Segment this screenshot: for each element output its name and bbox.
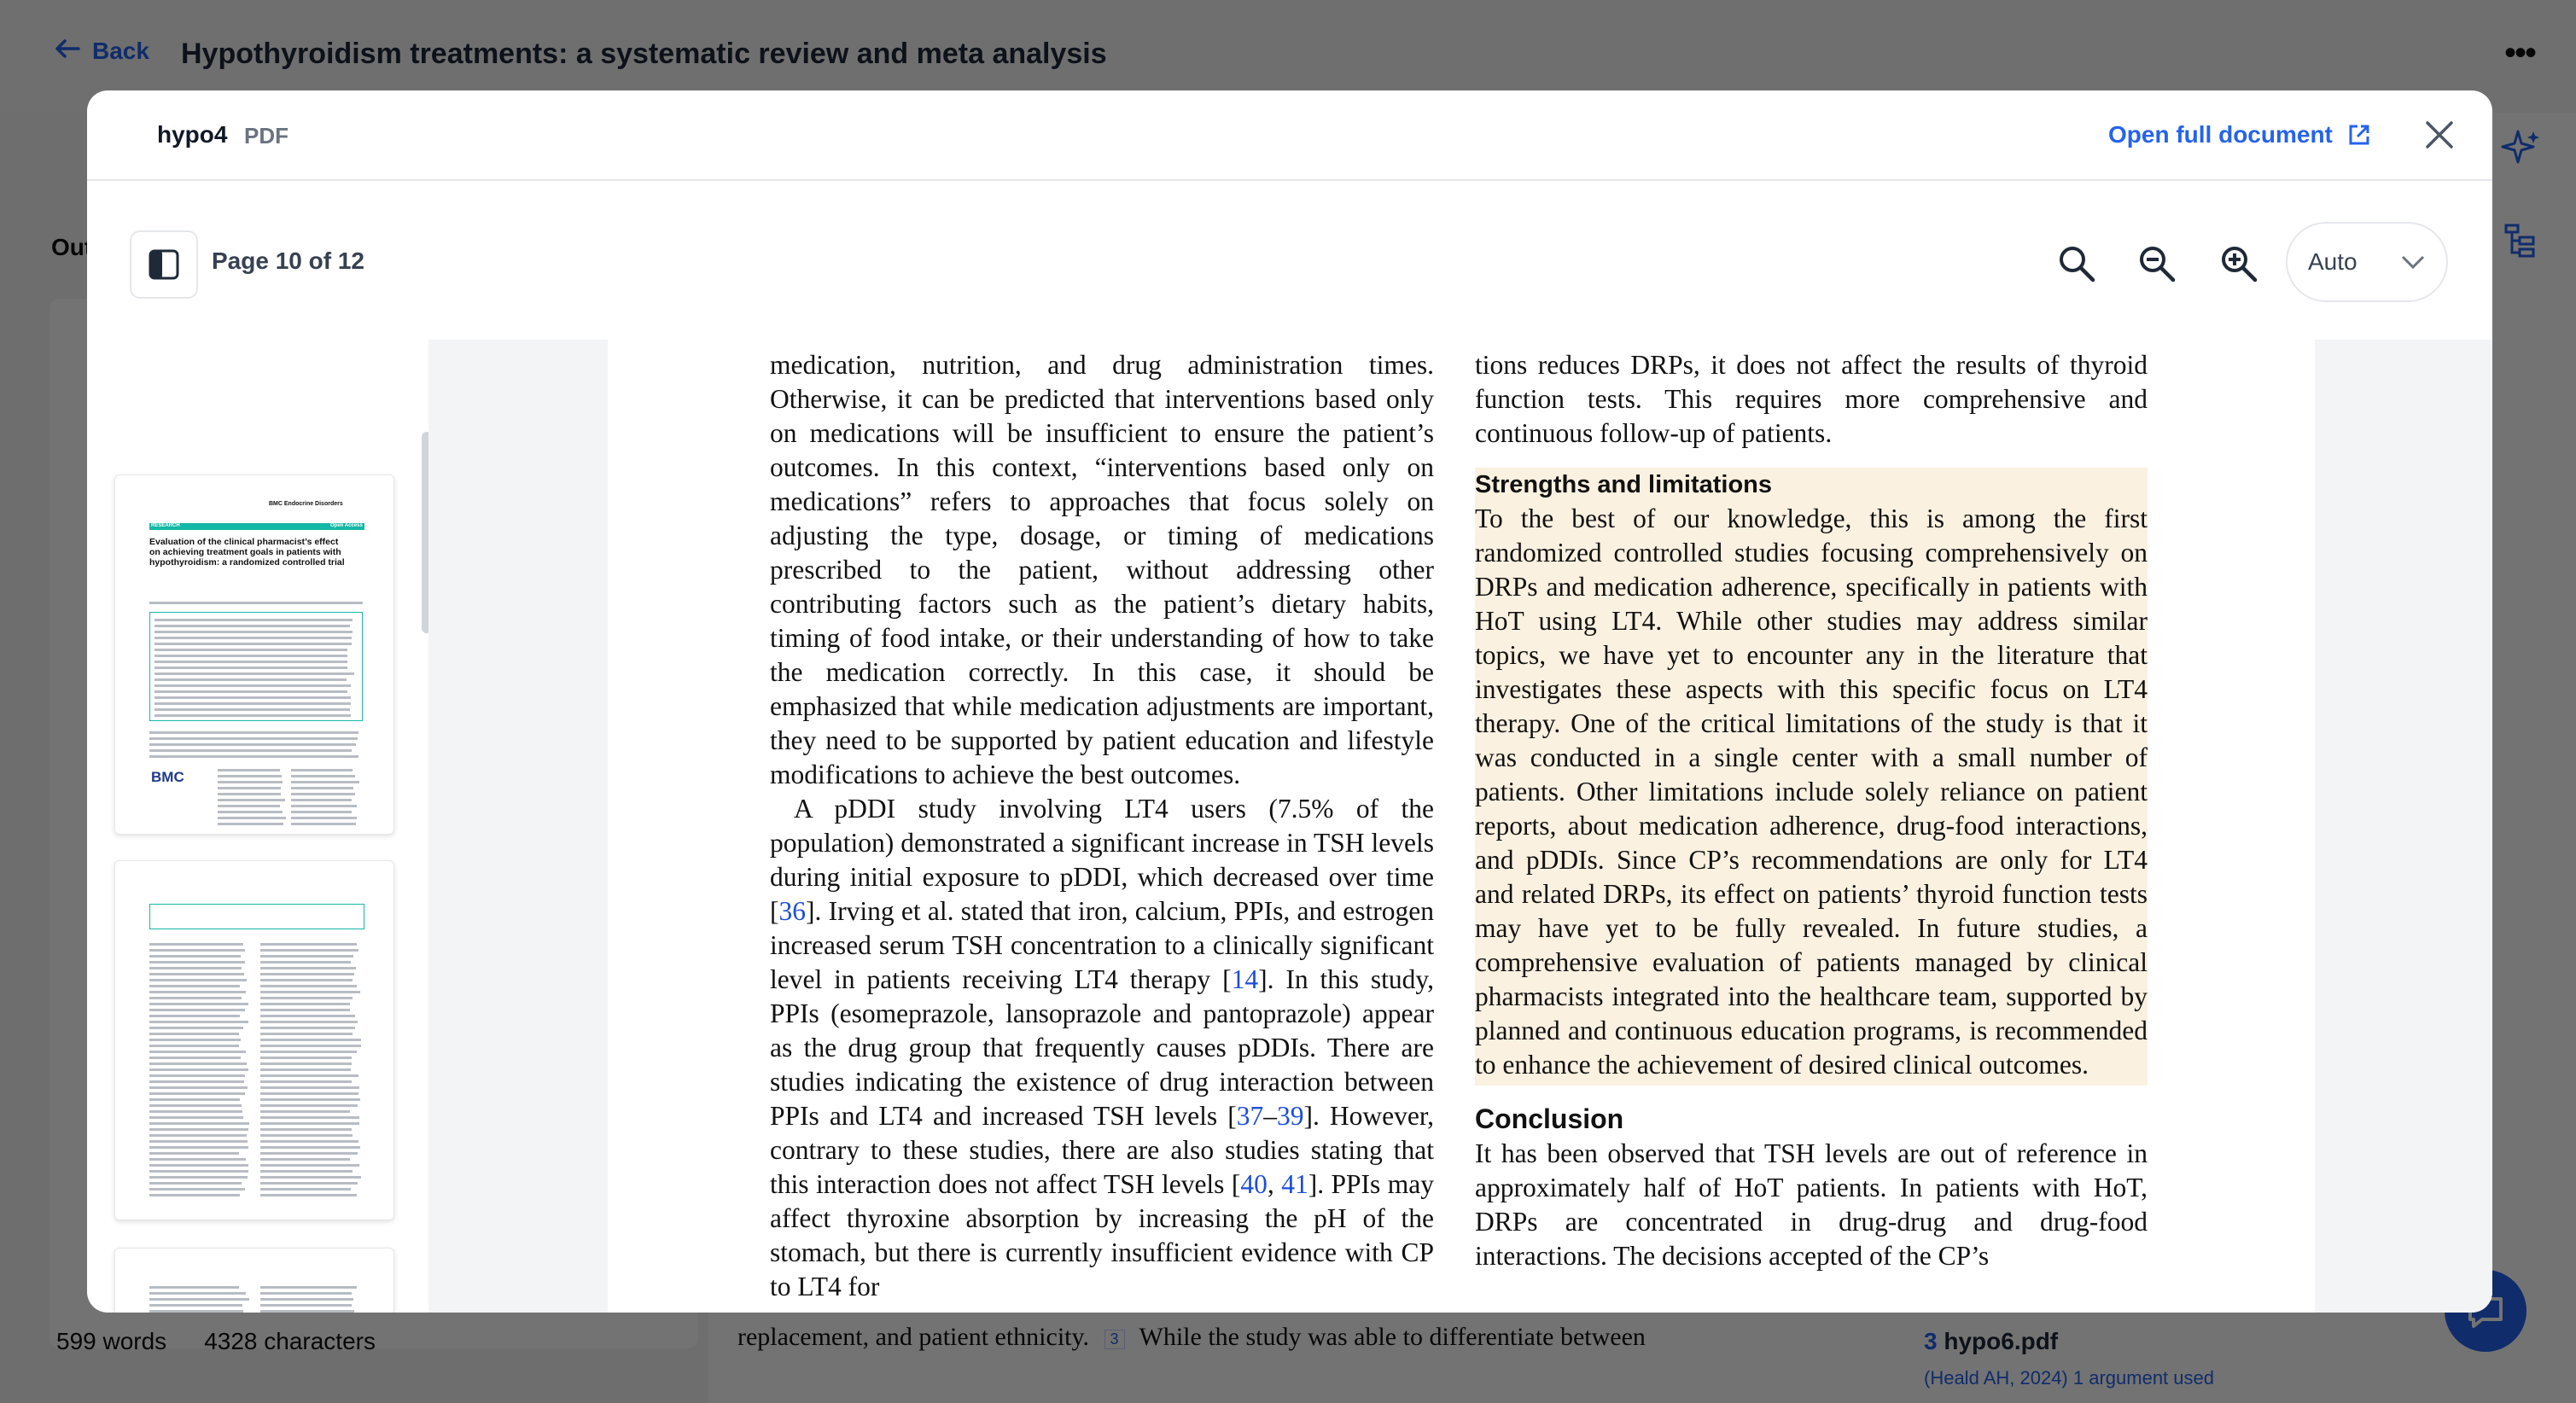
thumb-text-line	[291, 811, 352, 813]
pdf-paragraph: It has been observed that TSH levels are out of reference in approximately half of HoT patients. In patients with HoT, DRPs are concentrated in drug-drug and drug-food interactions. The decisions accepted of the CP’s	[1475, 1138, 2148, 1271]
pdf-viewer	[428, 340, 2492, 1313]
section-heading: Strengths and limitations	[1475, 471, 1773, 498]
thumb-text-line	[260, 1068, 351, 1071]
reference-link[interactable]: 40	[1240, 1169, 1268, 1199]
thumb-text-line	[260, 1152, 358, 1155]
thumb-text-line	[218, 799, 285, 801]
thumb-text-line	[149, 979, 247, 981]
thumb-text-line	[260, 1098, 360, 1101]
reference-link[interactable]: 14	[1231, 964, 1259, 994]
thumb-text-line	[260, 1086, 359, 1089]
thumb-text-line	[149, 1057, 241, 1059]
thumb-text-line	[149, 973, 244, 975]
page-thumbnail-1[interactable]	[114, 474, 394, 835]
thumb-text-line	[149, 743, 356, 746]
thumb-bmc-logo: BMC	[151, 769, 184, 785]
thumb-text-line	[291, 787, 353, 789]
thumb-text-line	[260, 1057, 352, 1059]
thumb-text-line	[260, 1176, 361, 1179]
thumb-text-line	[149, 1080, 244, 1083]
thumb-text-line	[260, 1158, 350, 1161]
thumb-text-line	[154, 619, 353, 621]
thumb-text-line	[154, 702, 351, 705]
thumb-text-line	[149, 949, 245, 952]
highlighted-section	[1475, 468, 2148, 1086]
thumb-text-line	[149, 985, 240, 987]
thumb-text-line	[260, 1051, 357, 1053]
pdf-text: ]. However, contrary to these studies, there are also studies stating that this interaction does not affect TSH levels [	[770, 1101, 1434, 1199]
pdf-page	[608, 340, 2315, 1313]
thumb-text-line	[149, 1134, 247, 1137]
pdf-text: –	[1263, 1101, 1277, 1131]
thumb-text-line	[260, 1074, 358, 1077]
thumb-text-line	[149, 967, 242, 969]
zoom-select[interactable]	[2286, 222, 2448, 302]
reference-link[interactable]: 36	[778, 896, 806, 926]
thumb-text-line	[260, 1021, 358, 1023]
pdf-text: ]. PPIs may affect thyroxine absorption by increasing the pH of the stomach, but there is currently insufficient evidence with CP to LT4 for	[770, 1169, 1434, 1301]
thumb-text-line	[291, 781, 359, 783]
thumb-text-line	[149, 997, 242, 999]
thumb-text-line	[260, 1092, 358, 1095]
thumb-text-line	[149, 1074, 245, 1077]
chevron-down-icon	[2400, 254, 2426, 270]
thumb-text-line	[149, 1092, 245, 1095]
thumb-text-line	[154, 672, 354, 675]
thumb-text-line	[260, 949, 358, 952]
thumb-text-line	[260, 1134, 353, 1137]
thumb-text-line	[154, 631, 353, 633]
sidebar-toggle-button[interactable]	[130, 230, 198, 299]
thumb-text-line	[149, 943, 243, 946]
thumb-text-line	[260, 1164, 359, 1167]
thumb-text-line	[149, 1158, 246, 1161]
thumb-text-line	[149, 1146, 248, 1149]
thumb-text-line	[149, 1033, 239, 1035]
thumb-text-line	[260, 1015, 355, 1017]
thumb-text-line	[291, 799, 352, 801]
thumb-text-line	[149, 1027, 243, 1029]
pdf-paragraph: medication, nutrition, and drug administration times. Otherwise, it can be predicted that interventions based only on medications will be insufficient to ensure the patient’s outcomes. In this context, “interventions based only on medications” refers to approaches that focus solely on adjusting the type, dosage, or timing of medications prescribed to the patient, without addressing other contributing factors such as the patient’s dietary habits, timing of food intake, or their understanding of how to take the medication correctly. In this case, it should be emphasized that while medication adjustments are important, they need to be supported by patient education and lifestyle modifications to achieve the best outcomes.	[770, 350, 1434, 789]
thumb-text-line	[149, 1310, 243, 1313]
close-button[interactable]	[2421, 116, 2458, 154]
thumb-text-line	[260, 1116, 359, 1119]
thumb-text-line	[260, 967, 356, 969]
thumb-text-line	[260, 1170, 353, 1173]
reference-link[interactable]: 39	[1276, 1101, 1304, 1131]
thumb-text-line	[218, 811, 283, 813]
thumb-text-line	[218, 793, 281, 795]
thumb-text-line	[149, 749, 352, 752]
thumb-text-line	[260, 961, 351, 963]
thumb-text-line	[260, 1110, 350, 1113]
thumb-text-line	[260, 973, 354, 975]
zoom-out-button[interactable]	[2136, 242, 2178, 285]
search-button[interactable]	[2055, 242, 2098, 285]
thumb-text-line	[260, 979, 353, 981]
close-icon	[2421, 116, 2458, 154]
thumb-text-line	[260, 1146, 360, 1149]
thumb-text-line	[260, 1194, 357, 1196]
pdf-text: ,	[1267, 1169, 1282, 1199]
thumb-text-line	[260, 991, 360, 993]
thumb-text-line	[149, 737, 358, 740]
open-full-label: Open full document	[2108, 121, 2333, 148]
thumb-text-line	[291, 805, 357, 807]
thumb-text-line	[154, 678, 347, 681]
thumb-text-line	[149, 961, 245, 963]
thumb-text-line	[149, 1015, 240, 1017]
thumb-text-line	[149, 755, 358, 758]
thumb-text-line	[149, 1176, 248, 1179]
pdf-left-column	[770, 348, 1434, 1304]
zoom-in-icon	[2218, 242, 2260, 285]
thumb-text-line	[218, 817, 286, 819]
pdf-paragraph: tions reduces DRPs, it does not affect the results of thyroid function tests. This requires more comprehensive and continuous follow-up of patients.	[1475, 350, 2148, 448]
thumb-badge: RESEARCH	[151, 523, 180, 528]
thumb-text-line	[260, 1003, 350, 1005]
thumb-text-line	[149, 1009, 245, 1011]
thumb-text-line	[291, 769, 353, 771]
pdf-preview-modal	[87, 90, 2492, 1313]
reference-link[interactable]: 41	[1281, 1169, 1308, 1199]
thumb-text-line	[260, 955, 353, 958]
thumb-text-line	[218, 823, 283, 825]
thumb-text-line	[154, 708, 350, 711]
thumb-text-line	[149, 1116, 243, 1119]
thumbnail-sidebar	[87, 340, 428, 1313]
thumb-text-line	[218, 787, 281, 789]
zoom-out-icon	[2136, 242, 2178, 285]
thumb-text-line	[154, 696, 351, 699]
thumb-text-line	[291, 823, 356, 825]
thumb-text-line	[291, 817, 357, 819]
open-full-document-link[interactable]	[2108, 121, 2370, 148]
thumb-text-line	[260, 1080, 352, 1083]
thumb-text-line	[218, 769, 280, 771]
thumb-text-line	[260, 1062, 352, 1065]
thumb-text-line	[260, 1033, 353, 1035]
thumb-text-line	[154, 690, 347, 693]
thumb-text-line	[260, 1286, 357, 1289]
thumb-text-line	[149, 1086, 248, 1089]
thumb-text-line	[149, 1292, 246, 1295]
search-icon	[2055, 242, 2098, 285]
thumb-text-line	[149, 1068, 248, 1071]
thumb-text-line	[260, 1104, 358, 1107]
thumb-text-line	[149, 1304, 242, 1307]
page-thumbnail-2[interactable]	[114, 860, 394, 1220]
thumb-text-line	[154, 625, 350, 627]
thumb-text-line	[149, 1104, 242, 1107]
external-link-icon	[2348, 124, 2370, 146]
thumb-text-line	[260, 997, 353, 999]
thumb-text-line	[260, 1039, 361, 1041]
thumb-text-line	[149, 1188, 245, 1191]
thumb-text-line	[218, 781, 283, 783]
thumb-text-line	[260, 1182, 358, 1185]
reference-link[interactable]: 37	[1236, 1101, 1264, 1131]
thumb-text-line	[149, 1122, 249, 1125]
thumb-text-line	[260, 1140, 358, 1143]
thumb-text-line	[149, 1051, 246, 1053]
thumb-text-line	[149, 1298, 249, 1301]
modal-header	[87, 90, 2492, 181]
pdf-text: A pDDI study involving LT4 users (7.5% of the population) demonstrated a significant increase in TSH levels during initial exposure to pDDI, which decreased over time [	[770, 794, 1434, 926]
pdf-paragraph	[770, 792, 1434, 1304]
page-thumbnail-3[interactable]	[114, 1248, 394, 1313]
thumb-text-line	[260, 1188, 351, 1191]
thumb-text-line	[149, 731, 358, 734]
thumb-text-line	[154, 637, 352, 639]
thumb-text-line	[154, 667, 347, 669]
thumb-text-line	[154, 661, 347, 663]
thumb-text-line	[218, 805, 280, 807]
thumb-text-line	[149, 1003, 248, 1005]
thumb-text-line	[260, 1298, 353, 1301]
thumb-text-line	[154, 655, 347, 657]
thumb-text-line	[149, 1128, 248, 1131]
thumb-text-line	[149, 1182, 242, 1185]
thumb-text-line	[149, 1098, 240, 1101]
thumb-text-line	[260, 943, 357, 946]
thumb-text-line	[149, 1045, 239, 1047]
thumb-text-line	[291, 775, 355, 777]
thumb-authors	[149, 602, 363, 604]
thumb-text-line	[260, 985, 357, 987]
thumb-text-line	[154, 649, 347, 651]
thumb-text-line	[149, 1110, 242, 1113]
zoom-value: Auto	[2308, 248, 2357, 275]
thumb-text-line	[149, 1164, 248, 1167]
thumb-access: Open Access	[330, 523, 363, 528]
thumb-text-line	[260, 1122, 359, 1125]
thumb-text-line	[260, 1009, 350, 1011]
zoom-in-button[interactable]	[2218, 242, 2260, 285]
thumb-text-line	[260, 1310, 354, 1313]
page-indicator: Page 10 of 12	[212, 247, 364, 274]
file-name: hypo4	[157, 121, 228, 148]
thumb-text-line	[149, 1140, 248, 1143]
thumb-key-box	[149, 904, 364, 929]
thumb-text-line	[260, 1304, 352, 1307]
thumb-text-line	[260, 1045, 361, 1047]
sidebar-icon	[149, 249, 179, 280]
thumb-text-line	[154, 643, 352, 645]
thumb-text-line	[218, 775, 282, 777]
thumb-text-line	[154, 714, 351, 717]
pdf-text: ]. Irving et al. stated that iron, calcium, PPIs, and estrogen increased serum TSH concentration to a clinically significant level in patients receiving LT4 therapy [	[770, 896, 1434, 994]
thumb-text-line	[149, 1286, 239, 1289]
pdf-text: ]. In this study, PPIs (esomeprazole, lansoprazole and pantoprazole) appear as the drug group that frequently causes pDDIs. There are studies indicating the existence of drug interaction between PPIs and LT4 and increased TSH levels [	[770, 964, 1434, 1131]
thumb-text-line	[154, 684, 351, 687]
thumb-text-line	[260, 1292, 352, 1295]
thumb-text-line	[149, 1194, 240, 1196]
thumb-text-line	[260, 1128, 352, 1131]
thumb-text-line	[149, 1039, 241, 1041]
thumb-text-line	[149, 1152, 239, 1155]
pdf-paragraph: To the best of our knowledge, this is among the first randomized controlled studies focusing comprehensively on DRPs and medication adherence, specifically in patients with HoT using LT4. While other studies may address similar topics, we have yet to encounter any in the literature that investigates these aspects with this specific focus on LT4 therapy. One of the critical limitations of the study is that it was conducted in a single center with a small number of patients. Other limitations include solely reliance on patient reports, about medication adherence, drug-food interactions, and pDDIs. Since CP’s recommendations are only for LT4 and related DRPs, its effect on patients’ thyroid function tests may have yet to be fully revealed. In future studies, a comprehensive evaluation of patients managed by clinical pharmacists integrated into the healthcare team, supported by planned and continuous education programs, is recommended to enhance the achievement of desired clinical outcomes.	[1475, 504, 2148, 1080]
pdf-right-column	[1475, 348, 2148, 1273]
section-heading: Conclusion	[1475, 1103, 1624, 1134]
file-type: PDF	[244, 123, 288, 148]
thumb-text-line	[149, 955, 241, 958]
thumb-text-line	[149, 1062, 247, 1065]
thumb-text-line	[149, 1170, 248, 1173]
thumb-text-line	[149, 991, 246, 993]
thumb-journal: BMC Endocrine Disorders	[269, 501, 343, 507]
thumbnail-scrollbar[interactable]	[422, 432, 428, 633]
thumb-text-line	[260, 1027, 355, 1029]
thumb-title: Evaluation of the clinical pharmacist’s effect on achieving treatment goals in patients with hypothyroidism: a randomized controlled trial	[149, 537, 345, 568]
thumb-text-line	[149, 1021, 248, 1023]
thumb-text-line	[291, 793, 355, 795]
